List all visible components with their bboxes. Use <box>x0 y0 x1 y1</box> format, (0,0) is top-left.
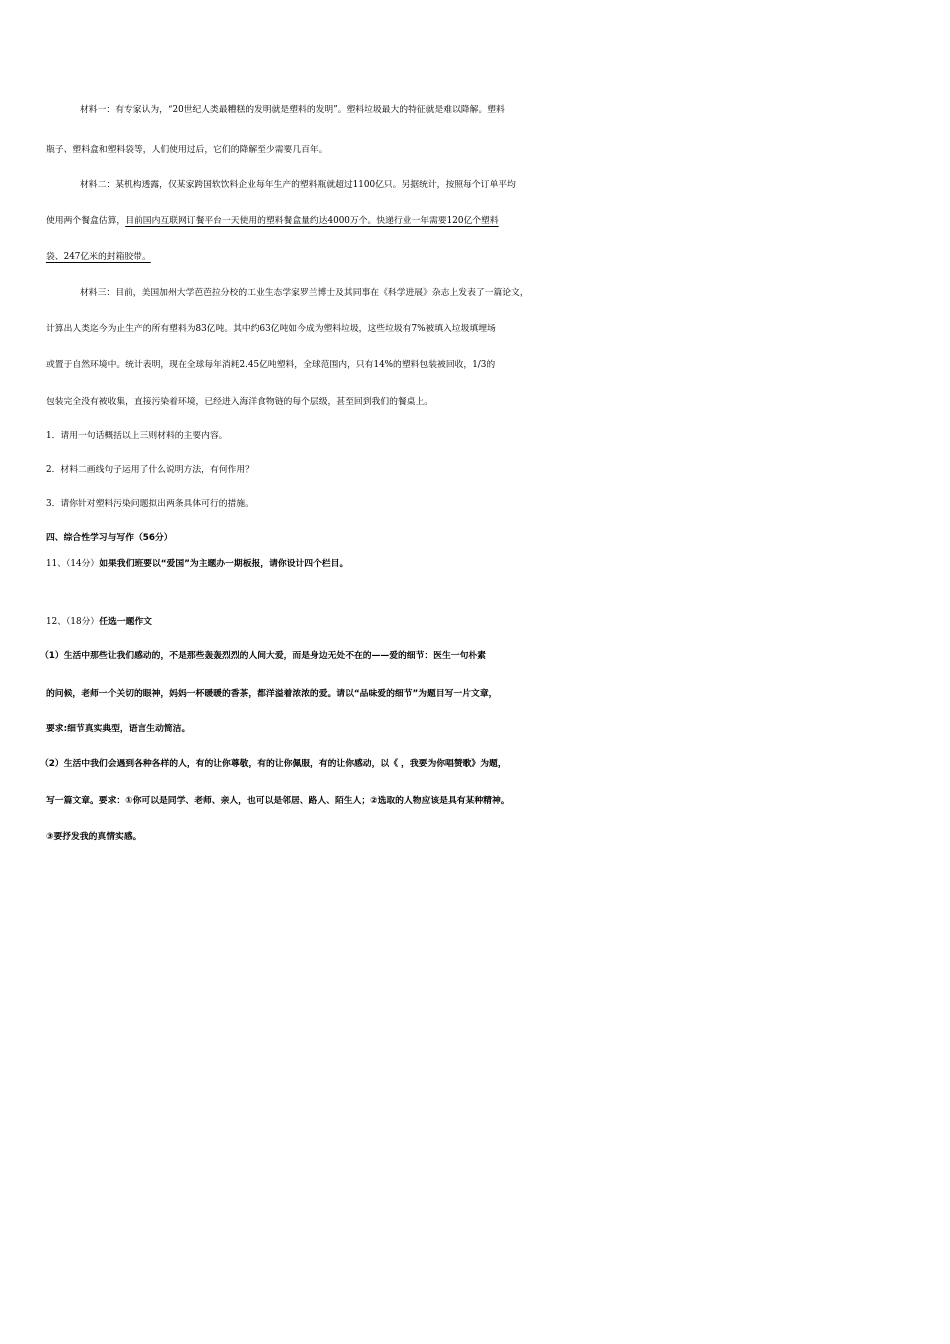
material-3-line-4: 包装完全没有被收集，直接污染着环境，已经进入海洋食物链的每个层级，甚至回到我们的餐桌上。 <box>46 397 434 407</box>
question-11-number: 11、（14分） <box>46 559 100 569</box>
question-2: 2．材料二画线句子运用了什么说明方法，有何作用？ <box>46 465 254 475</box>
question-3: 3．请你针对塑料污染问题拟出两条具体可行的措施。 <box>46 499 254 509</box>
question-12-number: 12、（18分） <box>46 617 100 627</box>
option-2-line-3: ③要抒发我的真情实感。 <box>46 832 142 842</box>
material-2-plain-text: 使用两个餐盒估算， <box>46 216 126 226</box>
material-1-line-2: 瓶子、塑料盒和塑料袋等，人们使用过后，它们的降解至少需要几百年。 <box>46 145 328 155</box>
question-12 <box>0 612 950 632</box>
material-1-line-1: 材料一：有专家认为，“20世纪人类最糟糕的发明就是塑料的发明”。塑料垃圾最大的特征就是难以降解。塑料 <box>80 105 505 115</box>
option-2-line-1: （2）生活中我们会遇到各种各样的人，有的让你尊敬，有的让你佩服，有的让你感动，以《 ，我要为你唱赞歌》为题， <box>40 759 507 769</box>
material-2-underlined-sentence: 目前国内互联网订餐平台一天使用的塑料餐盒量约达4000万个。快递行业一年需要120亿个塑料 <box>125 216 499 226</box>
material-3-line-3: 或置于自然环境中。统计表明，现在全球每年消耗2.45亿吨塑料，全球范围内，只有14%的塑料包装被回收，1/3的 <box>46 360 496 370</box>
question-11 <box>0 554 950 574</box>
option-1-line-1: （1）生活中那些让我们感动的，不是那些轰轰烈烈的人间大爱，而是身边无处不在的——爱的细节：医生一句朴素 <box>40 651 486 661</box>
material-3-line-2: 计算出人类迄今为止生产的所有塑料为83亿吨。其中约63亿吨如今成为塑料垃圾，这些垃圾有7%被填入垃圾填埋场 <box>46 324 496 334</box>
material-2-underlined-sentence-end: 袋、247亿米的封箱胶带。 <box>46 252 151 262</box>
question-1: 1．请用一句话概括以上三则材料的主要内容。 <box>46 431 228 441</box>
question-11-text: 如果我们班要以“爱国”为主题办一期板报，请你设计四个栏目。 <box>99 559 349 569</box>
material-2-line-3 <box>0 247 950 267</box>
material-2-line-1: 材料二：某机构透露，仅某家跨国软饮料企业每年生产的塑料瓶就超过1100亿只。另据统计，按照每个订单平均 <box>80 180 516 190</box>
material-2-line-2 <box>0 211 950 231</box>
section-4-title: 四、综合性学习与写作（56分） <box>46 533 173 543</box>
option-2-line-2: 写一篇文章。要求：①你可以是同学、老师、亲人，也可以是邻居、路人、陌生人；②选取的人物应该是具有某种精神。 <box>46 796 510 806</box>
material-3-line-1: 材料三：目前，美国加州大学芭芭拉分校的工业生态学家罗兰博士及其同事在《科学进展》杂志上发表了一篇论文， <box>80 288 529 298</box>
option-1-line-3: 要求:细节真实典型，语言生动简洁。 <box>46 724 191 734</box>
question-12-text: 任选一题作文 <box>99 617 152 627</box>
option-1-line-2: 的问候，老师一个关切的眼神，妈妈一杯暖暖的香茶，都洋溢着浓浓的爱。请以“品味爱的细节”为题目写一片文章， <box>46 689 498 699</box>
